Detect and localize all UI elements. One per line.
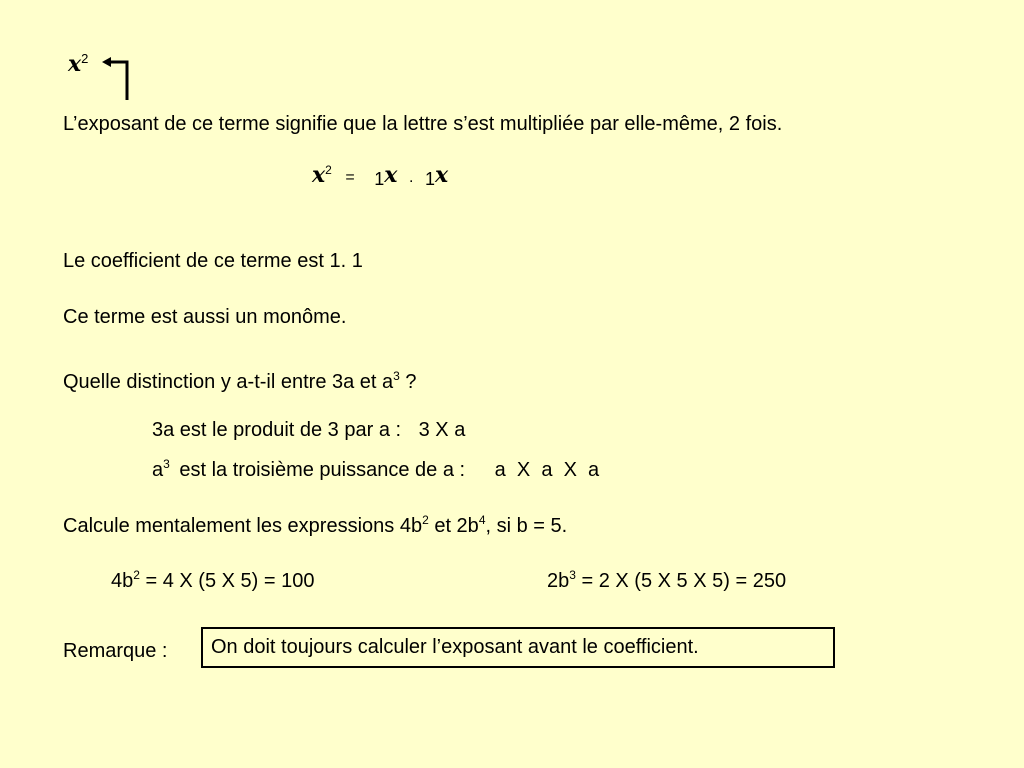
answer-product-text: 3a est le produit de 3 par a : — [152, 419, 402, 441]
equation-lhs-variable: x — [312, 162, 326, 188]
coefficient-line — [63, 249, 363, 273]
equation-lhs-exponent: 2 — [325, 163, 332, 177]
calc-text-1: Calcule mentalement les expressions 4b — [63, 515, 423, 537]
answer-power — [152, 458, 599, 482]
calc-text-2: et 2b — [428, 515, 479, 537]
top-term-variable: x — [68, 51, 82, 77]
calculation-1 — [111, 569, 315, 593]
answer-power-exponent: 3 — [163, 457, 170, 471]
calc1-base: 4b — [111, 570, 134, 592]
calc2-rest: = 2 X (5 X 5 X 5) = 250 — [575, 570, 787, 592]
answer-power-text: est la troisième puissance de a : — [173, 459, 466, 481]
monome-line: Ce terme est aussi un monôme. — [63, 306, 347, 328]
equation-coef-1: 1 — [374, 169, 385, 189]
question-end: ? — [399, 371, 417, 393]
calculation-instruction — [63, 514, 567, 538]
equation-var-1: x — [384, 162, 398, 188]
question-exponent: 3 — [393, 369, 400, 383]
coefficient-text: Le coefficient de ce terme est 1. — [63, 250, 347, 272]
calc-exponent-2: 4 — [478, 513, 486, 527]
answer-product — [152, 418, 465, 442]
top-term — [68, 52, 88, 77]
calc1-exponent: 2 — [133, 568, 140, 582]
distinction-question — [63, 370, 417, 394]
remark-box: On doit toujours calculer l’exposant avant le coefficient. — [201, 627, 835, 668]
question-text: Quelle distinction y a-t-il entre 3a et a — [63, 371, 394, 393]
calc1-rest: = 4 X (5 X 5) = 100 — [139, 570, 315, 592]
answer-product-value: 3 X a — [418, 419, 466, 441]
exponent-explanation: L’exposant de ce terme signifie que la lettre s’est multipliée par elle-même, 2 fois. — [63, 113, 783, 135]
equation-dot: . — [408, 169, 414, 186]
coefficient-value: 1 — [351, 250, 363, 272]
calc2-exponent: 3 — [569, 568, 576, 582]
calc-text-3: , si b = 5. — [485, 515, 568, 537]
answer-power-value: a X a X a — [494, 459, 600, 481]
calculation-2 — [547, 569, 786, 593]
calc-exponent-1: 2 — [422, 513, 429, 527]
equation-coef-2: 1 — [425, 169, 436, 189]
remark-label: Remarque : — [63, 640, 168, 662]
equation-var-2: x — [435, 162, 449, 188]
expansion-equation — [312, 163, 448, 190]
top-term-exponent: 2 — [81, 51, 89, 66]
calc2-base: 2b — [547, 570, 570, 592]
equation-equals: = — [345, 169, 355, 186]
answer-power-base: a — [152, 459, 164, 481]
bracket-arrow-icon — [100, 54, 134, 104]
